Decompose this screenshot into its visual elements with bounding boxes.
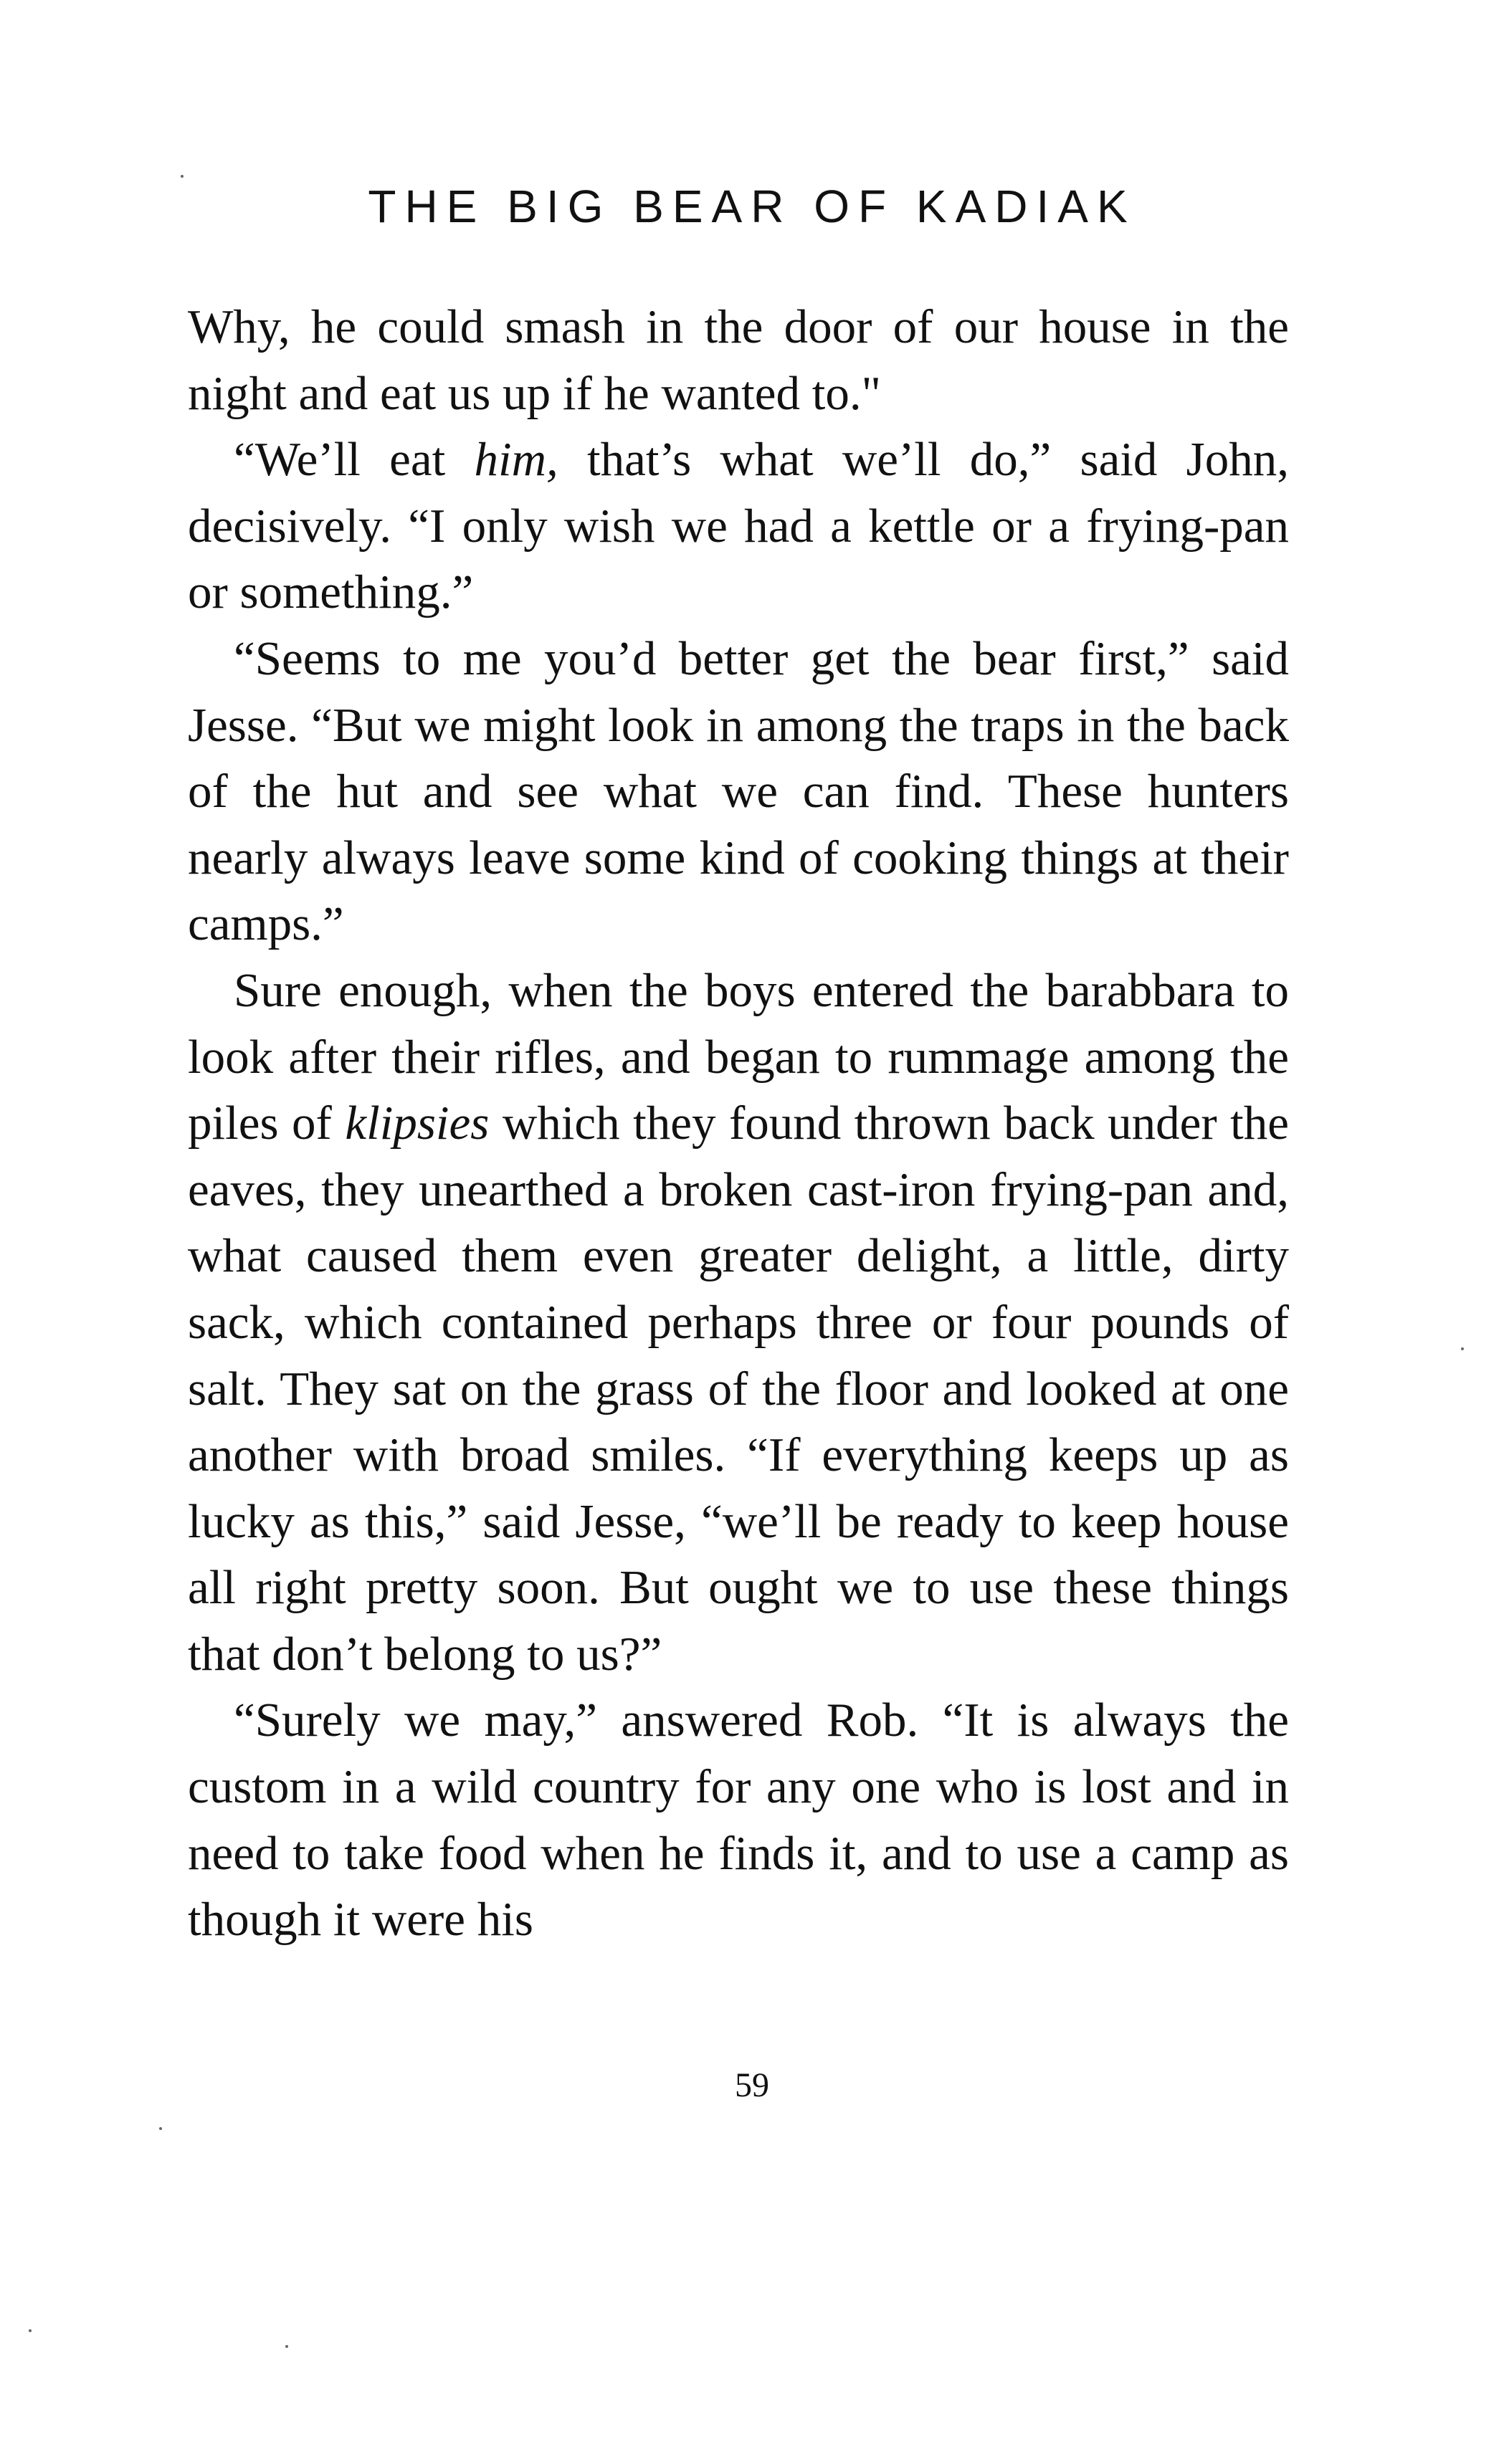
paragraph-4-text-before: Sure enough, when the boys entered the barabbara to look after their rifles, and began to rummage among the piles of bbox=[188, 963, 1289, 1150]
page-number: 59 bbox=[735, 2066, 769, 2104]
paragraph-5-text: “Surely we may,” answered Rob. “It is always the custom in a wild country for any one who is lost and in need to take food when he finds it, and to use a camp as though it were his bbox=[188, 1694, 1289, 1947]
paragraph-2 bbox=[188, 426, 1289, 626]
paragraph-2-italic: him, bbox=[474, 433, 558, 487]
paragraph-3-text: “Seems to me you’d better get the bear first,” said Jesse. “But we might look in among the traps in the back of the hut and see what we can find. These hunters nearly always leave some kind of cooking things at their camps.” bbox=[188, 631, 1289, 951]
scan-speck bbox=[181, 175, 184, 178]
running-title: THE BIG BEAR OF KADIAK bbox=[368, 181, 1136, 232]
paragraph-3 bbox=[188, 626, 1289, 958]
running-header bbox=[0, 178, 1504, 235]
scan-speck bbox=[159, 2127, 162, 2130]
paragraph-2-text-after: that’s what we’ll do,” said John, decisively. “I only wish we had a kettle or a frying-pan or something.” bbox=[188, 433, 1290, 619]
paragraph-4-text-after: which they found thrown back under the eaves, they unearthed a broken cast-iron frying-pan and, what caused them even greater delight, a little, dirty sack, which contained perhaps three or four pounds of salt. They sat on the grass of the floor and looked at one another with broad smiles. “If everything keeps up as lucky as this,” said Jesse, “we’ll be ready to keep house all right pretty soon. But ought we to use these things that don’t belong to us?” bbox=[188, 1097, 1289, 1681]
paragraph-1 bbox=[188, 294, 1289, 426]
scan-speck bbox=[29, 2329, 32, 2332]
paragraph-4 bbox=[188, 958, 1289, 1688]
paragraph-2-text-before: “We’ll eat bbox=[234, 433, 475, 487]
paragraph-4-italic: klipsies bbox=[345, 1097, 490, 1150]
body-text bbox=[188, 294, 1289, 1953]
paragraph-5 bbox=[188, 1687, 1289, 1952]
paragraph-1-text: Why, he could smash in the door of our house in the night and eat us up if he wanted to." bbox=[188, 300, 1289, 420]
scan-speck bbox=[1461, 1347, 1464, 1350]
scan-speck bbox=[285, 2345, 288, 2348]
